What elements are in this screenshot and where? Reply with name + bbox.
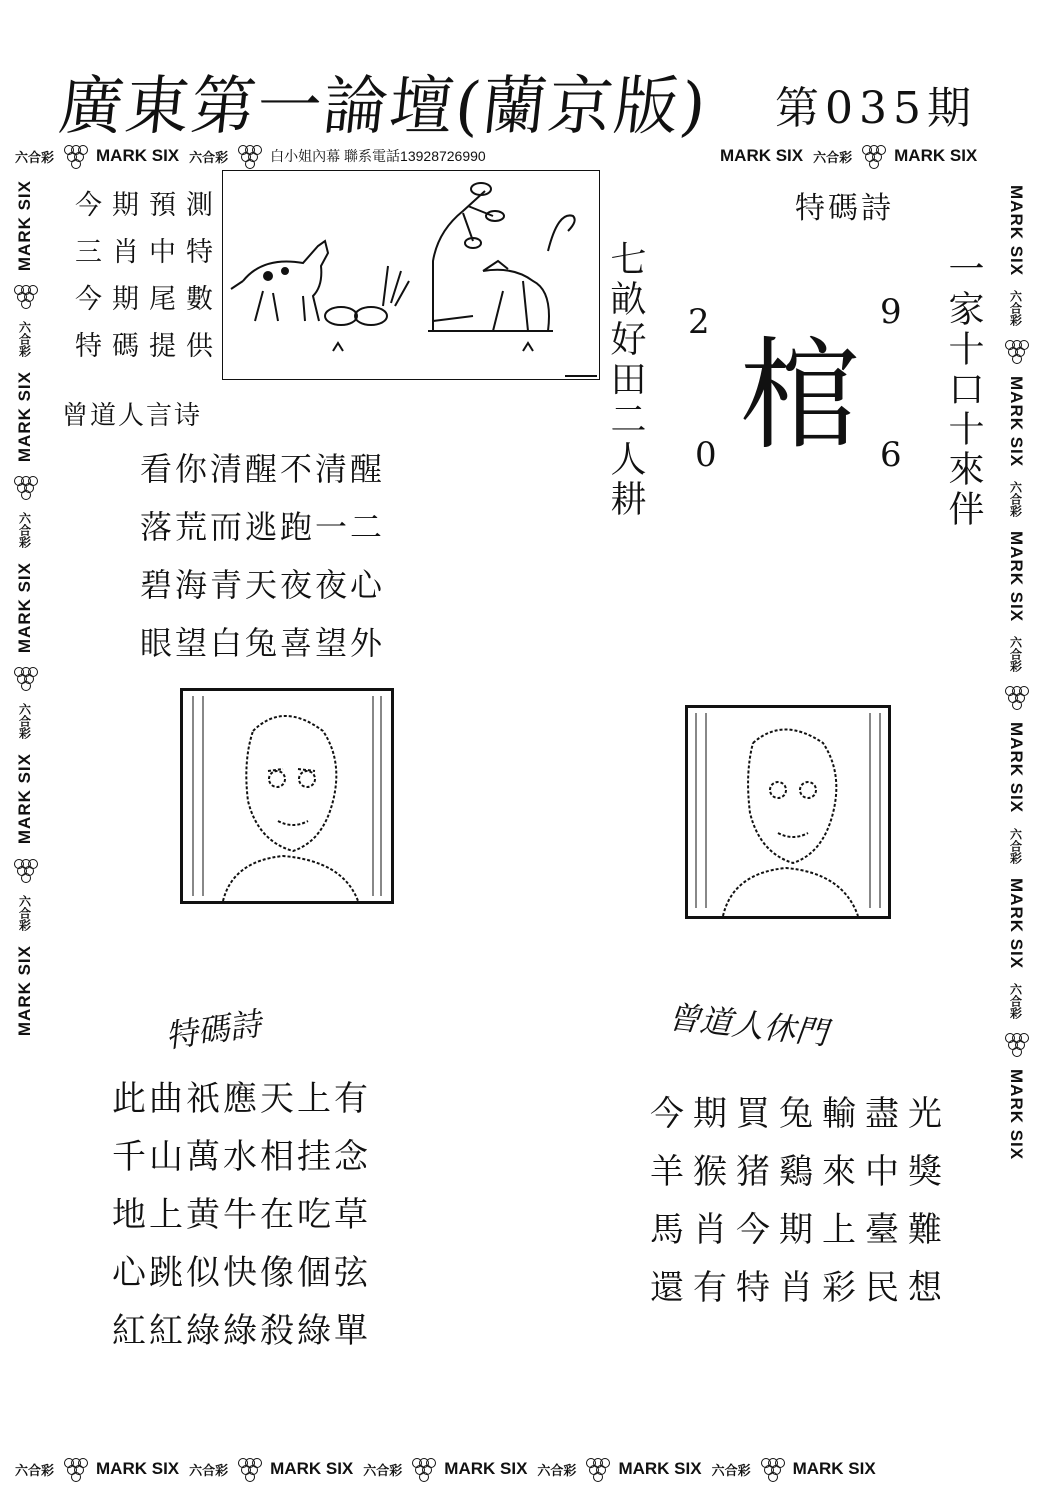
flower-logo-icon — [14, 667, 36, 689]
forecast-cell: 特 — [186, 237, 213, 268]
forecast-cell: 提 — [149, 331, 176, 362]
poem-line: 眼望白兔喜望外 — [140, 624, 386, 662]
flower-logo-icon — [238, 145, 260, 167]
forecast-cell: 期 — [112, 190, 139, 221]
brand-lhc: 六合彩 — [711, 1462, 751, 1478]
flower-logo-icon — [14, 285, 36, 307]
poem-line: 碧海青天夜夜心 — [140, 566, 386, 604]
contact-line: 白小姐內幕 聯系電話13928726990 — [270, 148, 486, 164]
portrait-right — [685, 705, 891, 919]
flower-logo-icon — [862, 145, 884, 167]
box-underline — [565, 375, 597, 377]
big-character: 棺 — [740, 327, 860, 466]
forecast-cell: 碼 — [112, 331, 139, 362]
brand-lhc: 六合彩 — [17, 894, 32, 931]
brand-mark-six: MARK SIX — [15, 371, 34, 463]
left-brand-strip — [14, 180, 36, 1036]
poem-line: 地上黄牛在吃草 — [112, 1195, 371, 1235]
brand-mark-six: MARK SIX — [1007, 877, 1026, 969]
flower-logo-icon — [761, 1458, 783, 1480]
brand-lhc: 六合彩 — [363, 1462, 403, 1478]
right-brand-strip — [1005, 185, 1027, 1160]
number-0: 0 — [695, 435, 717, 475]
poem-line: 千山萬水相挂念 — [112, 1137, 371, 1177]
zeng-daoren-yan-poem — [140, 440, 385, 672]
flower-logo-icon — [64, 1458, 86, 1480]
brand-mark-six: MARK SIX — [15, 180, 34, 272]
brand-lhc: 六合彩 — [15, 149, 55, 165]
forecast-cell: 尾 — [149, 284, 176, 315]
flower-logo-icon — [1005, 686, 1027, 708]
tema-shi-top-title: 特碼詩 — [795, 191, 894, 226]
brand-lhc: 六合彩 — [189, 149, 229, 165]
zeng-daoren-yan-title: 曾道人言诗 — [62, 401, 203, 431]
number-6: 6 — [880, 435, 902, 475]
brand-lhc: 六合彩 — [1008, 827, 1023, 864]
forecast-cell: 期 — [112, 284, 139, 315]
brand-mark-six: MARK SIX — [15, 753, 34, 845]
brand-lhc: 六合彩 — [1008, 636, 1023, 673]
brand-mark-six: MARK SIX — [270, 1459, 354, 1478]
forecast-cell: 數 — [186, 284, 213, 315]
zeng-daoren-xiumen-title: 曾道人休門 — [666, 997, 830, 1053]
brand-mark-six: MARK SIX — [15, 944, 34, 1036]
portrait-sketch — [183, 691, 391, 901]
forecast-cell: 肖 — [112, 237, 139, 268]
brand-lhc: 六合彩 — [813, 149, 853, 165]
brand-mark-six: MARK SIX — [1007, 1068, 1026, 1160]
poem-vertical-mid: 七畝好田二人耕 — [605, 240, 646, 520]
forecast-cell: 預 — [149, 190, 176, 221]
brand-mark-six: MARK SIX — [1007, 376, 1026, 468]
brand-lhc: 六合彩 — [17, 703, 32, 740]
poem-line: 還有特肖彩民想 — [650, 1268, 951, 1308]
portrait-sketch — [688, 708, 888, 916]
flower-logo-icon — [238, 1458, 260, 1480]
brand-mark-six: MARK SIX — [1007, 722, 1026, 814]
forecast-grid — [75, 183, 223, 363]
brand-lhc: 六合彩 — [189, 1462, 229, 1478]
brand-lhc: 六合彩 — [1008, 982, 1023, 1019]
brand-lhc: 六合彩 — [17, 512, 32, 549]
poem-line: 今期買兔輸盡光 — [650, 1094, 951, 1134]
poem-line: 羊猴猪鷄來中獎 — [650, 1152, 951, 1192]
issue-number: 第035期 — [775, 83, 977, 134]
brand-mark-six: MARK SIX — [444, 1459, 528, 1478]
flower-logo-icon — [586, 1458, 608, 1480]
portrait-left — [180, 688, 394, 904]
illustration-box — [222, 170, 600, 380]
brand-mark-six: MARK SIX — [15, 562, 34, 654]
forecast-cell: 測 — [186, 190, 213, 221]
brand-mark-six: MARK SIX — [894, 146, 978, 165]
brand-mark-six: MARK SIX — [96, 146, 180, 165]
forecast-cell: 供 — [186, 331, 213, 362]
page-title: 廣東第一論壇(蘭京版) — [55, 70, 712, 144]
brand-lhc: 六合彩 — [1008, 481, 1023, 518]
forecast-cell: 三 — [75, 237, 102, 268]
poem-line: 看你清醒不清醒 — [140, 450, 386, 488]
top-brand-strip-right — [720, 145, 977, 167]
flower-logo-icon — [1005, 1033, 1027, 1055]
forecast-cell: 中 — [149, 237, 176, 268]
brand-lhc: 六合彩 — [537, 1462, 577, 1478]
brand-lhc: 六合彩 — [17, 321, 32, 358]
poem-vertical-right: 一家十口十來伴 — [943, 250, 984, 530]
forecast-cell: 特 — [75, 331, 102, 362]
brand-lhc: 六合彩 — [15, 1462, 55, 1478]
poem-line: 心跳似快像個弦 — [112, 1253, 371, 1293]
flower-logo-icon — [1005, 340, 1027, 362]
tema-shi-bottom-poem — [112, 1070, 371, 1360]
dog-tiger-illustration — [223, 171, 599, 379]
brand-mark-six: MARK SIX — [792, 1459, 876, 1478]
poem-line: 紅紅綠綠殺綠單 — [112, 1311, 371, 1351]
flower-logo-icon — [64, 145, 86, 167]
bottom-brand-strip — [15, 1458, 876, 1480]
brand-mark-six: MARK SIX — [618, 1459, 702, 1478]
poem-line: 落荒而逃跑一二 — [140, 508, 386, 546]
zeng-daoren-xiumen-poem — [650, 1085, 951, 1317]
forecast-cell: 今 — [75, 190, 102, 221]
brand-mark-six: MARK SIX — [96, 1459, 180, 1478]
flower-logo-icon — [14, 476, 36, 498]
number-2: 2 — [688, 302, 710, 342]
flower-logo-icon — [14, 859, 36, 881]
top-brand-strip — [15, 145, 486, 167]
brand-mark-six: MARK SIX — [720, 146, 804, 165]
brand-lhc: 六合彩 — [1008, 290, 1023, 327]
forecast-cell: 今 — [75, 284, 102, 315]
number-9: 9 — [880, 292, 902, 332]
poem-line: 此曲祇應天上有 — [112, 1079, 371, 1119]
tema-shi-bottom-title: 特碼詩 — [163, 1004, 264, 1056]
brand-mark-six: MARK SIX — [1007, 185, 1026, 277]
poem-line: 馬肖今期上臺難 — [650, 1210, 951, 1250]
brand-mark-six: MARK SIX — [1007, 531, 1026, 623]
flower-logo-icon — [412, 1458, 434, 1480]
